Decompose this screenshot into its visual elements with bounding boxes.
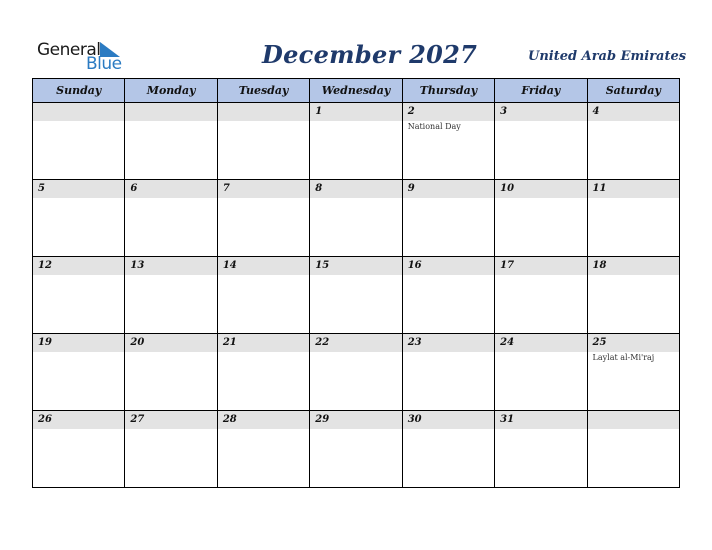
day-number xyxy=(33,103,124,121)
day-cell[interactable] xyxy=(495,103,587,180)
week-row xyxy=(33,411,680,488)
day-cell[interactable] xyxy=(310,257,402,334)
day-number: 29 xyxy=(310,411,401,429)
day-number: 11 xyxy=(588,180,679,198)
logo-text-blue: Blue xyxy=(86,54,122,74)
day-cell[interactable] xyxy=(402,411,494,488)
day-cell[interactable] xyxy=(33,180,125,257)
day-number: 9 xyxy=(403,180,494,198)
day-number: 25 xyxy=(588,334,679,352)
day-number xyxy=(588,411,679,429)
holiday-label xyxy=(125,198,216,199)
holiday-label xyxy=(403,352,494,353)
day-cell[interactable] xyxy=(587,334,679,411)
holiday-label xyxy=(33,352,124,353)
holiday-label xyxy=(310,121,401,122)
day-number: 30 xyxy=(403,411,494,429)
day-cell[interactable] xyxy=(495,334,587,411)
day-number: 14 xyxy=(218,257,309,275)
day-cell[interactable] xyxy=(310,103,402,180)
day-number: 26 xyxy=(33,411,124,429)
day-number: 6 xyxy=(125,180,216,198)
day-cell[interactable] xyxy=(310,334,402,411)
holiday-label xyxy=(310,198,401,199)
holiday-label xyxy=(588,121,679,122)
day-cell[interactable] xyxy=(402,334,494,411)
day-number: 22 xyxy=(310,334,401,352)
day-number: 19 xyxy=(33,334,124,352)
day-number: 4 xyxy=(588,103,679,121)
day-number xyxy=(218,103,309,121)
holiday-label xyxy=(310,352,401,353)
day-cell[interactable] xyxy=(587,257,679,334)
weekday-monday: Monday xyxy=(125,79,217,103)
day-cell[interactable] xyxy=(310,180,402,257)
day-cell[interactable] xyxy=(310,411,402,488)
holiday-label xyxy=(495,352,586,353)
day-cell[interactable] xyxy=(125,180,217,257)
day-number: 7 xyxy=(218,180,309,198)
day-number: 5 xyxy=(33,180,124,198)
day-number: 16 xyxy=(403,257,494,275)
week-row xyxy=(33,180,680,257)
weekday-header-row xyxy=(33,79,680,103)
day-number: 17 xyxy=(495,257,586,275)
day-number: 31 xyxy=(495,411,586,429)
day-cell[interactable] xyxy=(587,180,679,257)
day-cell[interactable] xyxy=(217,411,309,488)
day-number: 13 xyxy=(125,257,216,275)
holiday-label: National Day xyxy=(407,122,461,131)
holiday-label xyxy=(125,121,216,122)
day-cell[interactable] xyxy=(587,103,679,180)
day-number: 23 xyxy=(403,334,494,352)
day-cell[interactable] xyxy=(33,411,125,488)
day-cell[interactable] xyxy=(495,411,587,488)
day-cell[interactable] xyxy=(125,411,217,488)
logo-text-general: General xyxy=(37,40,101,60)
day-cell[interactable] xyxy=(495,180,587,257)
day-cell[interactable] xyxy=(402,180,494,257)
holiday-label: Laylat al-Mi'raj xyxy=(592,353,655,362)
day-cell[interactable] xyxy=(33,334,125,411)
holiday-label xyxy=(125,352,216,353)
day-cell[interactable] xyxy=(33,257,125,334)
day-cell[interactable] xyxy=(125,334,217,411)
holiday-label xyxy=(310,275,401,276)
day-number: 28 xyxy=(218,411,309,429)
day-number: 20 xyxy=(125,334,216,352)
day-number: 1 xyxy=(310,103,401,121)
day-number: 8 xyxy=(310,180,401,198)
day-number: 15 xyxy=(310,257,401,275)
holiday-label xyxy=(495,275,586,276)
day-number: 12 xyxy=(33,257,124,275)
holiday-label xyxy=(588,275,679,276)
holiday-label xyxy=(125,275,216,276)
weekday-tuesday: Tuesday xyxy=(217,79,309,103)
calendar-grid xyxy=(32,78,680,488)
holiday-label xyxy=(33,121,124,122)
day-number xyxy=(125,103,216,121)
holiday-label xyxy=(588,198,679,199)
holiday-label xyxy=(218,121,309,122)
holiday-label xyxy=(218,429,309,430)
day-cell[interactable] xyxy=(495,257,587,334)
day-cell[interactable] xyxy=(217,257,309,334)
holiday-label xyxy=(218,352,309,353)
week-row xyxy=(33,334,680,411)
day-cell[interactable] xyxy=(33,103,125,180)
weekday-saturday: Saturday xyxy=(587,79,679,103)
holiday-label xyxy=(125,429,216,430)
holiday-label xyxy=(403,275,494,276)
holiday-label xyxy=(33,275,124,276)
weekday-thursday: Thursday xyxy=(402,79,494,103)
day-cell[interactable] xyxy=(217,334,309,411)
generalblue-logo xyxy=(37,40,127,74)
day-number: 3 xyxy=(495,103,586,121)
day-number: 24 xyxy=(495,334,586,352)
holiday-label xyxy=(218,275,309,276)
day-number: 21 xyxy=(218,334,309,352)
week-row xyxy=(33,257,680,334)
weekday-wednesday: Wednesday xyxy=(310,79,402,103)
country-label: United Arab Emirates xyxy=(528,49,687,64)
weekday-friday: Friday xyxy=(495,79,587,103)
day-number: 2 xyxy=(403,103,494,121)
holiday-label xyxy=(403,198,494,199)
page-title: December 2027 xyxy=(262,40,478,69)
day-cell[interactable] xyxy=(125,257,217,334)
day-cell[interactable] xyxy=(587,411,679,488)
holiday-label xyxy=(588,429,679,430)
weekday-sunday: Sunday xyxy=(33,79,125,103)
day-number: 27 xyxy=(125,411,216,429)
holiday-label xyxy=(33,429,124,430)
day-number: 10 xyxy=(495,180,586,198)
holiday-label xyxy=(310,429,401,430)
holiday-label xyxy=(495,198,586,199)
day-cell[interactable] xyxy=(125,103,217,180)
holiday-label xyxy=(403,429,494,430)
day-cell[interactable] xyxy=(217,103,309,180)
holiday-label xyxy=(495,121,586,122)
week-row xyxy=(33,103,680,180)
holiday-label xyxy=(495,429,586,430)
holiday-label xyxy=(33,198,124,199)
day-number: 18 xyxy=(588,257,679,275)
holiday-label xyxy=(218,198,309,199)
day-cell[interactable] xyxy=(217,180,309,257)
day-cell[interactable] xyxy=(402,257,494,334)
day-cell[interactable] xyxy=(402,103,494,180)
